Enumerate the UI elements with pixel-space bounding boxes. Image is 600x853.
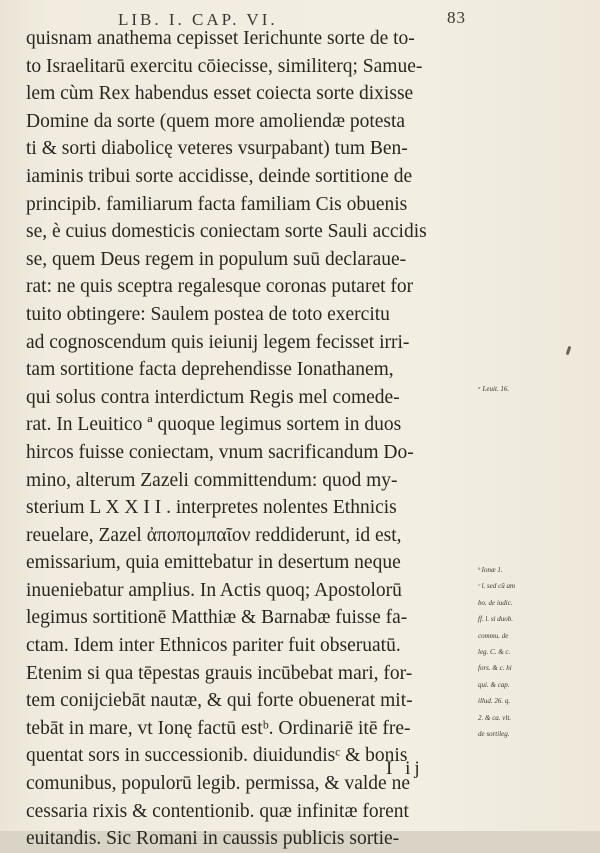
text-line: Domine da sorte (quem more amoliendæ potesta xyxy=(26,110,406,132)
text-line: quisnam anathema cepisset Ierichunte sorte de to- xyxy=(26,28,415,49)
margin-note: bo. de iudic. xyxy=(478,598,513,607)
text-line: Etenim si qua tēpestas grauis incūbebat mari, for- xyxy=(26,662,413,684)
text-line: mino, alterum Zazeli committendum: quod my- xyxy=(26,469,398,491)
text-line: ti & sorti diabolicę veteres vsurpabant) tum Ben- xyxy=(26,138,408,160)
margin-note: ff. l. si duob. xyxy=(478,615,514,624)
margin-note: leg. C. & c. xyxy=(478,647,511,656)
margin-note: de sortileg. xyxy=(478,729,510,738)
text-line: comunibus, populorū legib. permissa, & valde ne xyxy=(26,773,410,795)
text-line: euitandis. Sic Romani in caussis publicis sortie- xyxy=(26,828,400,850)
text-line: cessaria rixis & contentionib. quæ infinitæ forent xyxy=(26,800,409,822)
margin-note: fors. & c. hi xyxy=(478,664,512,673)
margin-note: 2. & ca. vlt. xyxy=(478,713,512,722)
signature-mark: I ij xyxy=(386,758,424,779)
text-line: iaminis tribui sorte accidisse, deinde sortitione de xyxy=(26,165,413,187)
text-line: tem conijciebāt nautæ, & qui forte obuenerat mit- xyxy=(26,690,413,712)
text-line: tuito obtingere: Saulem postea de toto exercitu xyxy=(26,303,390,325)
margin-note: ᵃ Leuit. 16. xyxy=(478,385,510,393)
main-text-block xyxy=(26,25,472,853)
ink-blot-mark xyxy=(566,346,572,355)
text-line: ctam. Idem inter Ethnicos pariter fuit obseruatū. xyxy=(26,635,401,657)
text-line: legimus sortitionē Matthiæ & Barnabæ fuisse fa- xyxy=(26,607,408,629)
margin-note: illud. 26. q. xyxy=(478,697,511,706)
text-line: lem cùm Rex habendus esset coiecta sorte dixisse xyxy=(26,83,414,105)
text-line: rat: ne quis sceptra regalesque coronas putaret for xyxy=(26,276,414,298)
text-line: se, è cuius domesticis coniectam sorte Sauli accidis xyxy=(26,221,427,243)
text-line: principib. familiarum facta familiam Cis obuenis xyxy=(26,193,408,215)
page-number: 83 xyxy=(447,8,466,27)
margin-note: commu. de xyxy=(478,631,509,640)
text-line: rat. In Leuitico ª quoque legimus sortem in duos xyxy=(26,414,402,436)
margin-notes-upper xyxy=(478,381,596,397)
text-line: emissarium, quia emittebatur in desertum neque xyxy=(26,552,401,574)
text-line: reuelare, Zazel ἀποπομπαῖον reddiderunt, id est, xyxy=(26,524,402,546)
text-line: sterium L X X I I . interpretes nolentes Ethnicis xyxy=(26,497,397,519)
text-line: to Israelitarū exercitu cōiecisse, similiterq; Samue- xyxy=(26,55,423,77)
text-line: ad cognoscendum quis ieiunij legem fecisset irri- xyxy=(26,331,410,353)
text-line: hircos fuisse coniectam, vnum sacrificandum Do- xyxy=(26,441,414,463)
text-line: quentat sors in successionib. diuidundisᶜ & bonis xyxy=(26,745,408,767)
margin-note: ᶜ l. sed cū am xyxy=(478,582,516,591)
margin-note: ᵇ Ionæ 1. xyxy=(478,566,503,574)
text-line: inueniebatur amplius. In Actis quoq; Apostolorū xyxy=(26,579,402,601)
running-head: LIB. I. CAP. VI. xyxy=(118,10,278,29)
text-line: tebāt in mare, vt Ionę factū estᵇ. Ordinariē itē fre- xyxy=(26,717,411,739)
margin-note: qui. & cap. xyxy=(478,680,510,689)
margin-notes-lower xyxy=(478,562,596,742)
text-line: tam sortitione facta deprehendisse Ionathanem, xyxy=(26,359,394,381)
text-line: se, quem Deus regem in populum suū declarauе- xyxy=(26,248,407,270)
text-line: qui solus contra interdictum Regis mel comede- xyxy=(26,386,400,408)
